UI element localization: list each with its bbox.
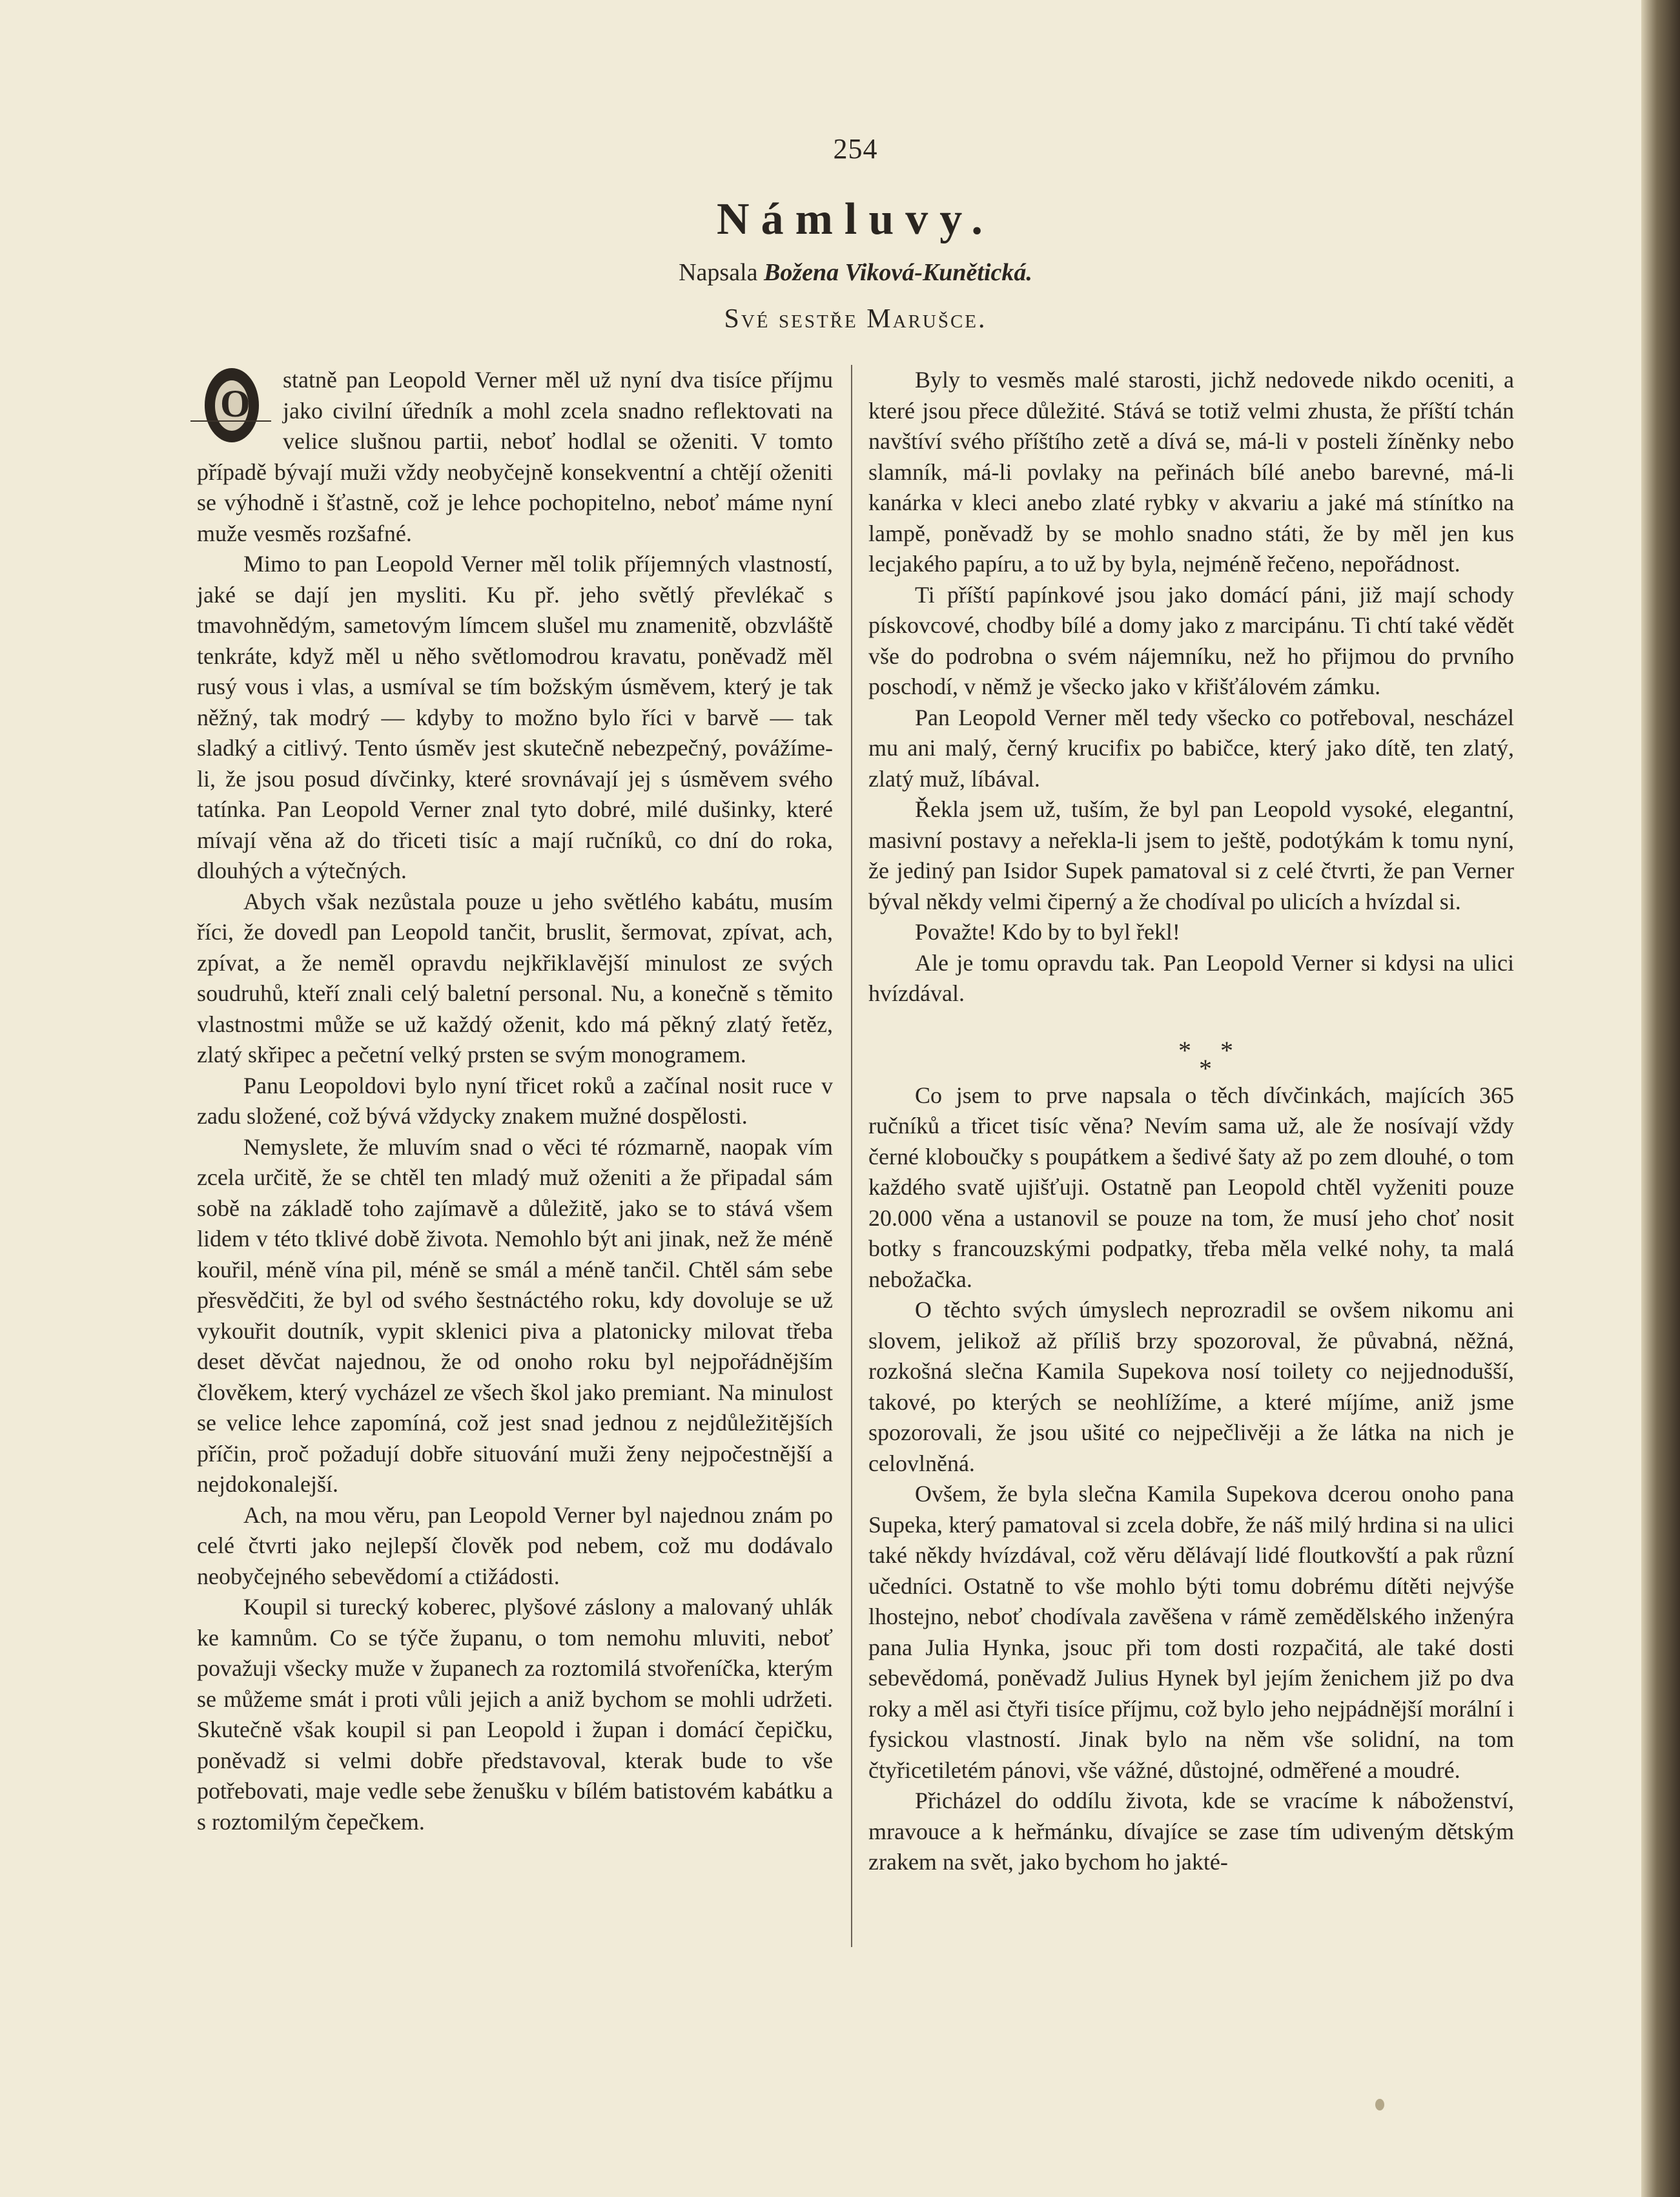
paragraph [197, 365, 833, 549]
drop-cap-letter: O [220, 382, 251, 425]
paragraph: Mimo to pan Leopold Verner měl tolik příjemných vlastností, jaké se dají jen mysliti. Ku př. jeho světlý převlékač s tmavohnědým, sametovým límcem slušel mu znamenitě, obzvláště tenkráte, když měl u něho světlomodrou kravatu, poněvadž měl rusý vous i vlas, a usmíval se tím božským úsměvem, který je tak něžný, tak modrý — kdyby to možno bylo říci v barvě — tak sladký a citlivý. Tento úsměv jest skutečně nebezpečný, povážíme-li, že jsou posud dívčinky, které srovnávají jej s úsměvem svého tatínka. Pan Leopold Verner znal tyto dobré, milé dušinky, které mívají věna až do třiceti tisíc a mají ručníků, co dní do roka, dlouhých a výtečných. [197, 551, 833, 883]
byline-prefix: Napsala [679, 259, 758, 286]
section-break-asterisk: * [1220, 1035, 1233, 1065]
paragraph: Nemyslete, že mluvím snad o věci té rózmarně, naopak vím zcela určitě, že se chtěl ten mladý muž oženiti a že připadal sám sobě na základě toho zajímavě a důležitě, jako se to stává všem lidem v této tklivé době života. Nemohlo být ani jinak, než že méně kouřil, méně vína pil, méně se smál a méně tančil. Chtěl sám sebe přesvědčiti, že byl od svého šestnáctého roku, kdy dovoluje se už vykouřit doutník, vypit sklenici piva a platonicky milovat třeba deset děvčat najednou, že od onoho roku byl nejpořádnějším člověkem, který vycházel ze všech škol jako premiant. Na minulost se velice lehce zapomíná, což jest snad jednou z nejdůležitějších příčin, proč požadují dobře situování muži ženy nejpočestnější a nejdokonalejší. [197, 1133, 833, 1497]
paragraph: Považte! Kdo by to byl řekl! [915, 919, 1180, 945]
column-divider [851, 365, 852, 1947]
paragraph: Koupil si turecký koberec, plyšové záslony a malovaný uhlák ke kamnům. Co se týče županu, o tom nemohu mluviti, neboť považuji všecky muže v županech za roztomilá stvořeníčka, kterým se můžeme smát i proti vůli jejich a aniž bychom se mohli udržeti. Skutečně však koupil si pan Leopold i župan i domácí čepičku, poněvadž si velmi dobře představoval, kterak bude to vše potřebovati, maje vedle sebe ženušku v bílém batistovém kabátku a s roztomilým čepečkem. [197, 1594, 833, 1835]
paragraph: Ale je tomu opravdu tak. Pan Leopold Verner si kdysi na ulici hvízdával. [868, 949, 1514, 1006]
paragraph: Řekla jsem už, tuším, že byl pan Leopold vysoké, elegantní, masivní postavy a neřekla-li jsem to ještě, podotýkám k tomu nyní, že jediný pan Isidor Supek pamatoval si z celé čtvrti, že pan Verner býval někdy velmi čiperný a že chodíval po ulicích a hvízdal si. [868, 796, 1514, 914]
paragraph: Pan Leopold Verner měl tedy všecko co potřeboval, nescházel mu ani malý, černý krucifix po babičce, který jako dítě, ten zlatý, zlatý muž, líbával. [868, 704, 1514, 792]
byline [0, 258, 1680, 287]
page-number: 254 [833, 133, 878, 165]
paragraph: Ti příští papínkové jsou jako domácí páni, již mají schody pískovcové, chodby bílé a domy jako z marcipánu. Ti chtí také vědět vše do podrobna o svém nájemníku, než ho přijmou do prvního poschodí, v němž je všecko jako v křišťálovém zámku. [868, 581, 1514, 699]
article-title: Námluvy. [717, 194, 994, 244]
section-break-asterisk: * [1199, 1053, 1212, 1083]
paragraph: Panu Leopoldovi bylo nyní třicet roků a začínal nosit ruce v zadu složené, což bývá vždycky znakem mužné dospělosti. [197, 1072, 833, 1129]
paragraph: Ach, na mou věru, pan Leopold Verner byl najednou znám po celé čtvrti jako nejlepší člověk pod nebem, což mu dodávalo neobyčejného sebevědomí a ctižádosti. [197, 1501, 833, 1589]
paragraph: O těchto svých úmyslech neprozradil se ovšem nikomu ani slovem, jelikož až příliš brzy spozoroval, že půvabná, něžná, rozkošná slečna Kamila Supekova nosí toilety co nejjednodušší, takové, po kterých se neohlížíme, a které míjíme, aniž jsme spozorovali, že jsou ušité co nejpečlivěji a že látka na nich je celovlněná. [868, 1297, 1514, 1476]
left-column [197, 365, 833, 1837]
section-break [868, 1009, 1514, 1083]
paragraph: Přicházel do oddílu života, kde se vracíme k náboženství, mravouce a k heřmánku, dívajíce se zase tím udiveným dětským zrakem na svět, jako bychom ho jakté- [868, 1788, 1514, 1875]
section-break-asterisk: * [1178, 1035, 1191, 1065]
byline-author: Božena Viková-Kunětická. [763, 259, 1032, 286]
paragraph: Byly to vesměs malé starosti, jichž nedovede nikdo oceniti, a které jsou přece důležité. Stává se totiž velmi zhusta, že příští tchán navštíví svého příštího zetě a dívá se, má-li v posteli žíněnky nebo slamník, má-li povlaky na peřinách bílé anebo barevné, má-li kanárka v kleci anebo zlaté rybky v akvariu a jaké má stínítko na lampě, poněvadž by se mohlo snadno státi, že by měl jen kus lecjakého papíru, a to už by byla, nejméně řečeno, nepořádnost. [868, 367, 1514, 577]
paragraph: Ovšem, že byla slečna Kamila Supekova dcerou onoho pana Supeka, který pamatoval si zcela dobře, že náš milý hrdina si na ulici také někdy hvízdával, což věru dělávají lidé floutkovští a pak různí učedníci. Ostatně to vše mohlo býti tomu dobrému dítěti nejvýše lhostejno, neboť chodívala zavěšena v rámě zemědělského inženýra pana Julia Hynka, jsouc při tom dosti rozpačitá, ale také dosti sebevědomá, poněvadž Julius Hynek byl jejím ženichem již po dva roky a měl asi čtyři tisíce příjmu, což bylo jeho nejpádnější morální i fysickou vlastností. Jinak bylo na něm vše solidní, na tom čtyřicetiletém pánovi, vše vážné, důstojné, odměřené a moudré. [868, 1481, 1514, 1783]
paragraph: Co jsem to prve napsala o těch dívčinkách, majících 365 ručníků a třicet tisíc věna? Nevím sama už, ale že nosívají vždy černé kloboučky s poupátkem a šedivé šaty až po zem dlouhé, o tom každého svatě ujišťuji. Ostatně pan Leopold chtěl vyženiti pouze 20.000 věna a ustanovil se pouze na tom, že musí jeho choť nosit botky s francouzskými podpatky, třeba měla velké nohy, ta malá nebožačka. [868, 1082, 1514, 1292]
ornamental-drop-cap [190, 365, 278, 457]
paper-stain [1375, 2099, 1384, 2110]
right-column [868, 365, 1514, 1878]
paragraph: Abych však nezůstala pouze u jeho světlého kabátu, musím říci, že dovedl pan Leopold tančit, bruslit, šermovat, zpívat, ach, zpívat, a že neměl opravdu nejkřiklavější minulost ze svých soudruhů, kteří znali celý baletní personal. Nu, a konečně s těmito vlastnostmi může se už každý oženit, kdo má pěkný zlatý řetěz, zlatý skřipec a pečetní velký prsten se svým monogramem. [197, 888, 833, 1068]
paragraph-text: statně pan Leopold Verner měl už nyní dva tisíce příjmu jako civilní úředník a mohl zcela snadno reflektovati na velice slušnou partii, neboť hodlal se oženiti. V tomto případě bývají muži vždy neobyčejně konsekventní a chtějí oženiti se výhodně i šťastně, což je lehce pochopitelno, neboť máme nyní muže vesměs rozšafné. [197, 367, 833, 546]
dedication: Své sestře Marušce. [724, 304, 987, 334]
